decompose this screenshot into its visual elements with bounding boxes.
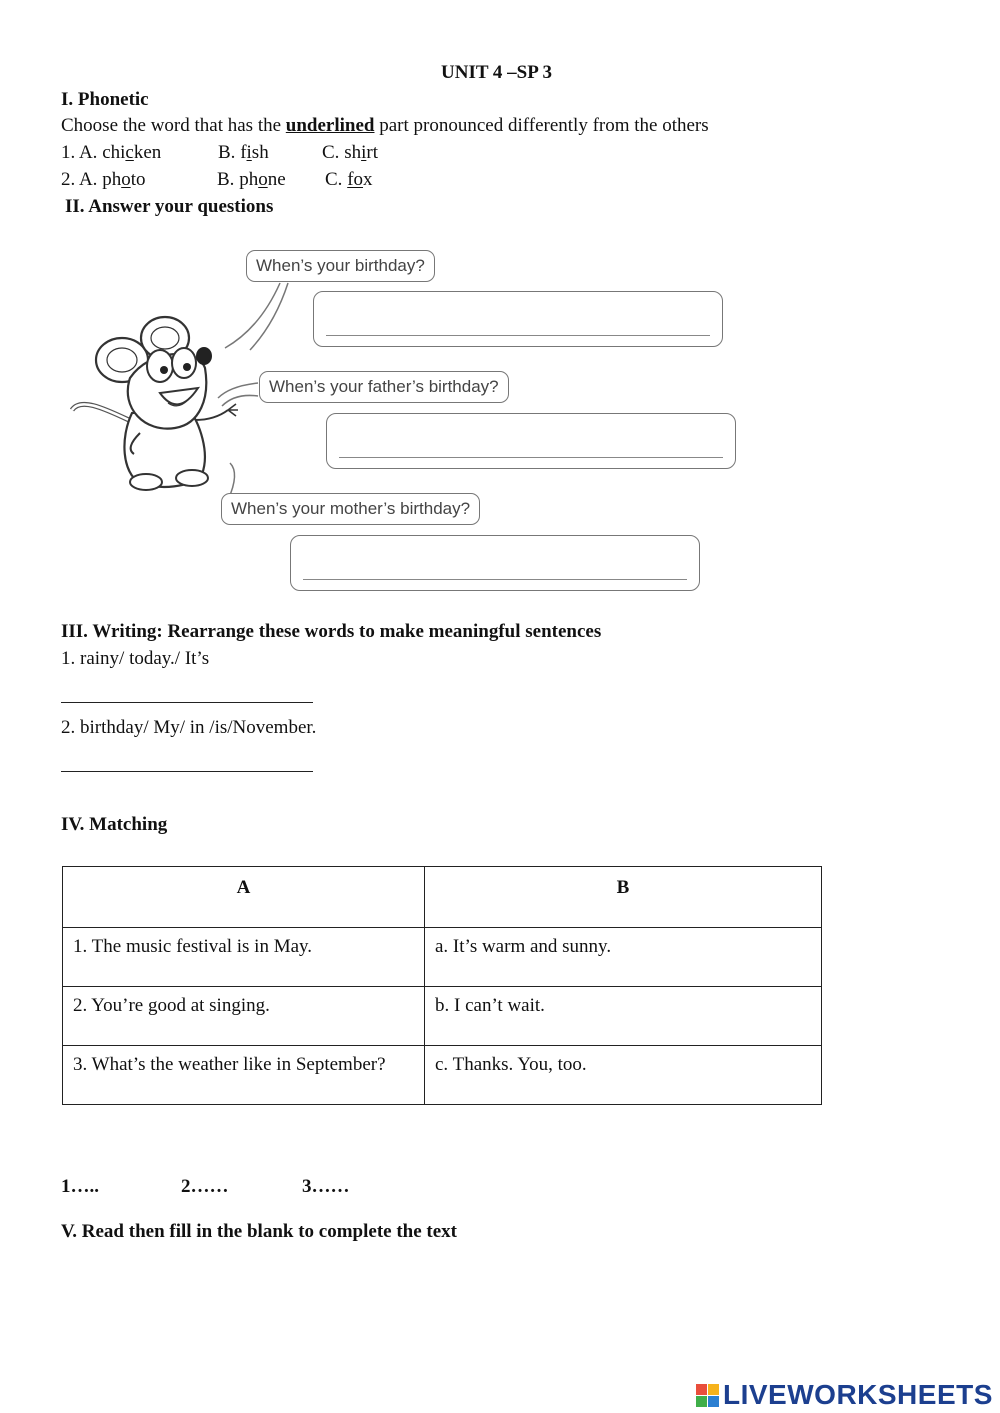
- phonetic-q2-c: [325, 169, 373, 191]
- q2-a-post: to: [130, 169, 146, 190]
- matching-table: [62, 866, 822, 1105]
- q2-b-label: B.: [217, 169, 240, 190]
- cell-a-3: 3. What’s the weather like in September?: [63, 1046, 425, 1105]
- column-a-header: A: [63, 867, 425, 928]
- instruction-text: Choose the word that has the: [61, 115, 286, 136]
- logo-square-icon: [696, 1384, 707, 1395]
- q2-b-pre: ph: [239, 169, 259, 190]
- q1-b-post: sh: [251, 142, 269, 163]
- q2-c-label: C.: [325, 169, 348, 190]
- logo-mark-icon: [696, 1384, 719, 1407]
- answer-line-1: [326, 335, 710, 336]
- section-4-heading: IV. Matching: [61, 814, 168, 835]
- section-2-heading: II. Answer your questions: [65, 196, 274, 217]
- q2-a-pre: ph: [102, 169, 122, 190]
- q1-number: 1. A.: [61, 142, 103, 163]
- liveworksheets-logo: [696, 1378, 993, 1412]
- q1-a-pre: chi: [102, 142, 126, 163]
- match-answer-2[interactable]: 2……: [181, 1176, 229, 1197]
- logo-text: LIVEWORKSHEETS: [723, 1379, 993, 1410]
- cell-a-2: 2. You’re good at singing.: [63, 987, 425, 1046]
- q2-b-underlined: o: [258, 169, 268, 190]
- page-title: UNIT 4 –SP 3: [441, 62, 553, 83]
- q2-c-underlined: fo: [347, 169, 364, 190]
- logo-square-icon: [696, 1396, 707, 1407]
- match-answer-1[interactable]: 1…..: [61, 1176, 99, 1197]
- question-bubble-3: When’s your mother’s birthday?: [221, 493, 480, 525]
- answer-box-3[interactable]: [290, 535, 700, 591]
- table-row: [63, 1046, 822, 1105]
- answer-line-3: [303, 579, 687, 580]
- q1-b-underlined: i: [246, 142, 252, 163]
- q1-b-label: B.: [218, 142, 241, 163]
- question-bubble-2: When’s your father’s birthday?: [259, 371, 509, 403]
- instruction-underlined: underlined: [285, 115, 375, 136]
- section-1-instruction: [61, 115, 709, 137]
- q1-a-underlined: c: [125, 142, 134, 163]
- cell-a-1: 1. The music festival is in May.: [63, 928, 425, 987]
- phonetic-q1: [61, 142, 161, 164]
- birthday-illustration: [60, 238, 750, 610]
- cell-b-1: a. It’s warm and sunny.: [425, 928, 822, 987]
- cell-b-2: b. I can’t wait.: [425, 987, 822, 1046]
- column-b-header: B: [425, 867, 822, 928]
- q2-b-post: ne: [267, 169, 286, 190]
- match-answer-3[interactable]: 3……: [302, 1176, 350, 1197]
- q1-c-post: rt: [366, 142, 378, 163]
- phonetic-q2-b: [217, 169, 286, 191]
- logo-square-icon: [708, 1396, 719, 1407]
- answer-box-1[interactable]: [313, 291, 723, 347]
- section-3-heading: III. Writing: Rearrange these words to make meaningful sentences: [61, 621, 602, 642]
- instruction-text-end: part pronounced differently from the others: [374, 115, 709, 136]
- phonetic-q1-b: [218, 142, 269, 164]
- answer-blank-2[interactable]: [61, 771, 313, 772]
- q1-b-pre: f: [240, 142, 247, 163]
- answer-box-2[interactable]: [326, 413, 736, 469]
- q2-a-underlined: o: [121, 169, 131, 190]
- section-1-heading: I. Phonetic: [61, 89, 149, 110]
- q1-c-label: C.: [322, 142, 345, 163]
- table-row: [63, 928, 822, 987]
- rearrange-item-1: 1. rainy/ today./ It’s: [61, 648, 210, 669]
- logo-square-icon: [708, 1384, 719, 1395]
- q1-c-underlined: i: [361, 142, 367, 163]
- phonetic-q2: [61, 169, 145, 191]
- q2-c-post: x: [363, 169, 373, 190]
- cell-b-3: c. Thanks. You, too.: [425, 1046, 822, 1105]
- q2-number: 2. A.: [61, 169, 103, 190]
- answer-blank-1[interactable]: [61, 702, 313, 703]
- phonetic-q1-c: [322, 142, 378, 164]
- question-bubble-1: When’s your birthday?: [246, 250, 435, 282]
- section-5-heading: V. Read then fill in the blank to complete the text: [61, 1221, 457, 1242]
- rearrange-item-2: 2. birthday/ My/ in /is/November.: [61, 717, 317, 738]
- table-header-row: [63, 867, 822, 928]
- answer-line-2: [339, 457, 723, 458]
- table-row: [63, 987, 822, 1046]
- q1-c-pre: sh: [344, 142, 362, 163]
- q1-a-post: ken: [133, 142, 162, 163]
